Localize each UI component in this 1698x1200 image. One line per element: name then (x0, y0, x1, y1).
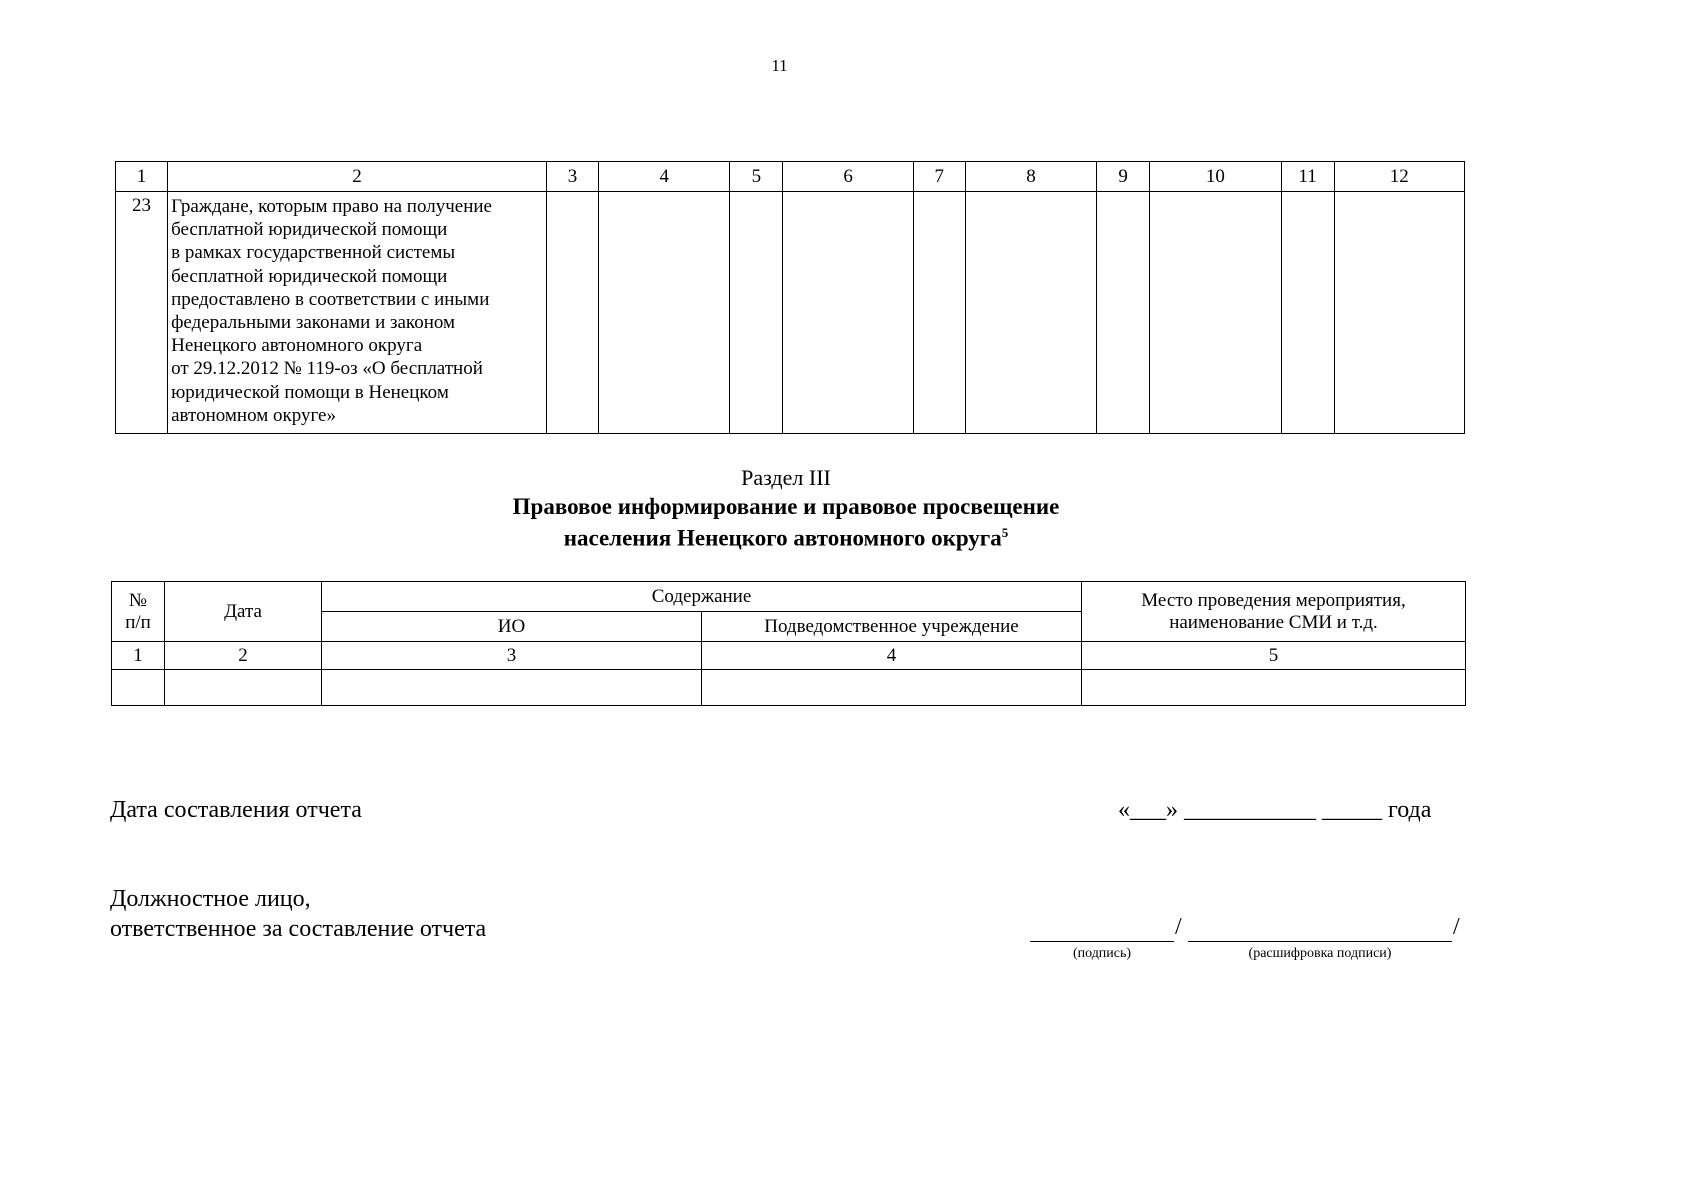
description-line: Ненецкого автономного округа (171, 335, 423, 357)
official-label-line2: ответственное за составление отчета (110, 916, 487, 942)
empty-cell (1082, 670, 1466, 706)
column-number: 11 (1281, 162, 1334, 192)
empty-cell (546, 192, 598, 434)
column-number: 8 (965, 162, 1096, 192)
empty-cell (1281, 192, 1334, 434)
empty-cell (1150, 192, 1281, 434)
row-description (168, 192, 547, 434)
signature-decoding-slash: / (1453, 914, 1460, 940)
section-heading-line2 (0, 525, 1572, 552)
description-line: бесплатной юридической помощи (171, 219, 448, 241)
column-number: 9 (1097, 162, 1150, 192)
page-number: 11 (771, 56, 788, 75)
empty-cell (730, 192, 783, 434)
description-line: в рамках государственной системы (171, 242, 456, 264)
empty-cell (783, 192, 913, 434)
empty-cell (322, 670, 702, 706)
column-number: 10 (1150, 162, 1281, 192)
header-place (1082, 582, 1466, 642)
report-date-label: Дата составления отчета (110, 797, 362, 823)
column-number: 5 (730, 162, 783, 192)
header-place-line2: наименование СМИ и т.д. (1169, 611, 1378, 633)
signature-slash: / (1175, 914, 1182, 940)
empty-cell (165, 670, 322, 706)
column-number: 1 (112, 642, 165, 670)
section-label: Раздел III (741, 465, 831, 490)
header-subordinate: Подведомственное учреждение (702, 612, 1082, 642)
description-line: Граждане, которым право на получение (171, 196, 492, 217)
signature-decoding-line (1188, 941, 1452, 942)
table-row (112, 670, 1466, 706)
column-number: 1 (116, 162, 168, 192)
header-date: Дата (165, 582, 322, 642)
legal-education-table (111, 581, 1466, 706)
header-content: Содержание (322, 582, 1082, 612)
section-heading-line1: Правовое информирование и правовое просвещение (512, 494, 1060, 519)
footnote-mark: 5 (1001, 525, 1009, 540)
description-line: от 29.12.2012 № 119-оз «О бесплатной (171, 358, 483, 380)
description-line: юридической помощи в Ненецком (171, 381, 449, 403)
row-number: 23 (116, 192, 168, 434)
header-number-line1: № (128, 589, 148, 611)
empty-cell (965, 192, 1096, 434)
section-heading-text: населения Ненецкого автономного округа (563, 525, 1002, 551)
table-header-row (112, 582, 1466, 612)
column-number: 4 (599, 162, 730, 192)
table-numbering-row (112, 642, 1466, 670)
column-number: 2 (168, 162, 547, 192)
beneficiaries-table (115, 161, 1465, 434)
column-number: 2 (165, 642, 322, 670)
header-io: ИО (322, 612, 702, 642)
signature-caption: (подпись) (1072, 946, 1132, 961)
header-number (112, 582, 165, 642)
table-row (116, 192, 1465, 434)
description-line: федеральными законами и законом (171, 312, 456, 334)
empty-cell (599, 192, 730, 434)
column-number: 3 (322, 642, 702, 670)
empty-cell (702, 670, 1082, 706)
description-line: автономном округе» (171, 404, 336, 426)
signature-line (1030, 941, 1174, 942)
official-label-line1: Должностное лицо, (110, 886, 311, 912)
header-number-line2: п/п (125, 611, 151, 633)
report-date-field: «___» ___________ _____ года (1118, 797, 1432, 823)
column-number: 6 (783, 162, 913, 192)
column-number: 7 (913, 162, 965, 192)
empty-cell (112, 670, 165, 706)
description-line: бесплатной юридической помощи (171, 265, 448, 287)
table-header-row (116, 162, 1465, 192)
empty-cell (913, 192, 965, 434)
empty-cell (1097, 192, 1150, 434)
column-number: 12 (1334, 162, 1464, 192)
column-number: 4 (702, 642, 1082, 670)
description-line: предоставлено в соответствии с иными (171, 288, 490, 310)
signature-decoding-caption: (расшифровка подписи) (1248, 946, 1392, 961)
header-place-line1: Место проведения мероприятия, (1141, 589, 1406, 611)
column-number: 5 (1082, 642, 1466, 670)
column-number: 3 (546, 162, 598, 192)
empty-cell (1334, 192, 1464, 434)
